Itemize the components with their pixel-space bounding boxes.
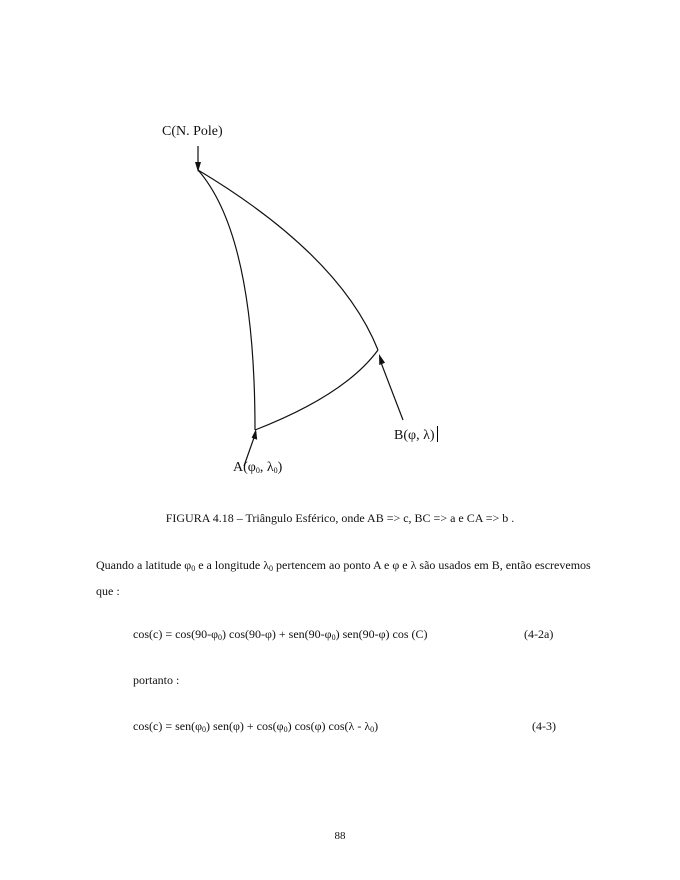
arrow-a-head [252,429,258,440]
body-paragraph: Quando a latitude $\varphi_0$ e a longitude $\lambda_0$ pertencem ao ponto A e φ e λ são usados em B, então escrevemos que : [96,558,591,598]
text-cursor [437,426,438,442]
label-b-text: B(φ, λ) [394,428,435,443]
label-c-north-pole: C(N. Pole) [162,124,223,139]
label-a: $A(\varphi_0$, $\lambda_0$) [233,460,283,475]
portanto-text: portanto : [133,673,180,687]
label-b [394,426,438,444]
page-number: 88 [334,830,346,842]
equation-number-4-2a: (4-2a) [524,627,554,641]
equation-4-2a: $\cos(c) = \cos(90-\varphi_0) \cos(90-\varphi) + sen(90-\varphi_0)$ sen(90-φ) cos (C) [133,627,428,642]
equation-4-3: $\cos(c) = sen(\varphi_0) sen(\varphi) + \cos(\varphi_0)$ cos(φ) $\cos(\lambda - \lambda_0)$ [133,719,379,734]
arc-cb [198,170,378,350]
figure-caption: FIGURA 4.18 – Triângulo Esférico, onde AB => c, BC => a e CA => b . [165,511,515,525]
arrow-c-head [195,162,201,172]
arrow-b-head [379,354,385,365]
equation-number-4-3: (4-3) [532,719,556,733]
arc-ab [255,350,378,430]
arc-ca [198,170,255,430]
arrow-b-shaft [380,360,403,420]
